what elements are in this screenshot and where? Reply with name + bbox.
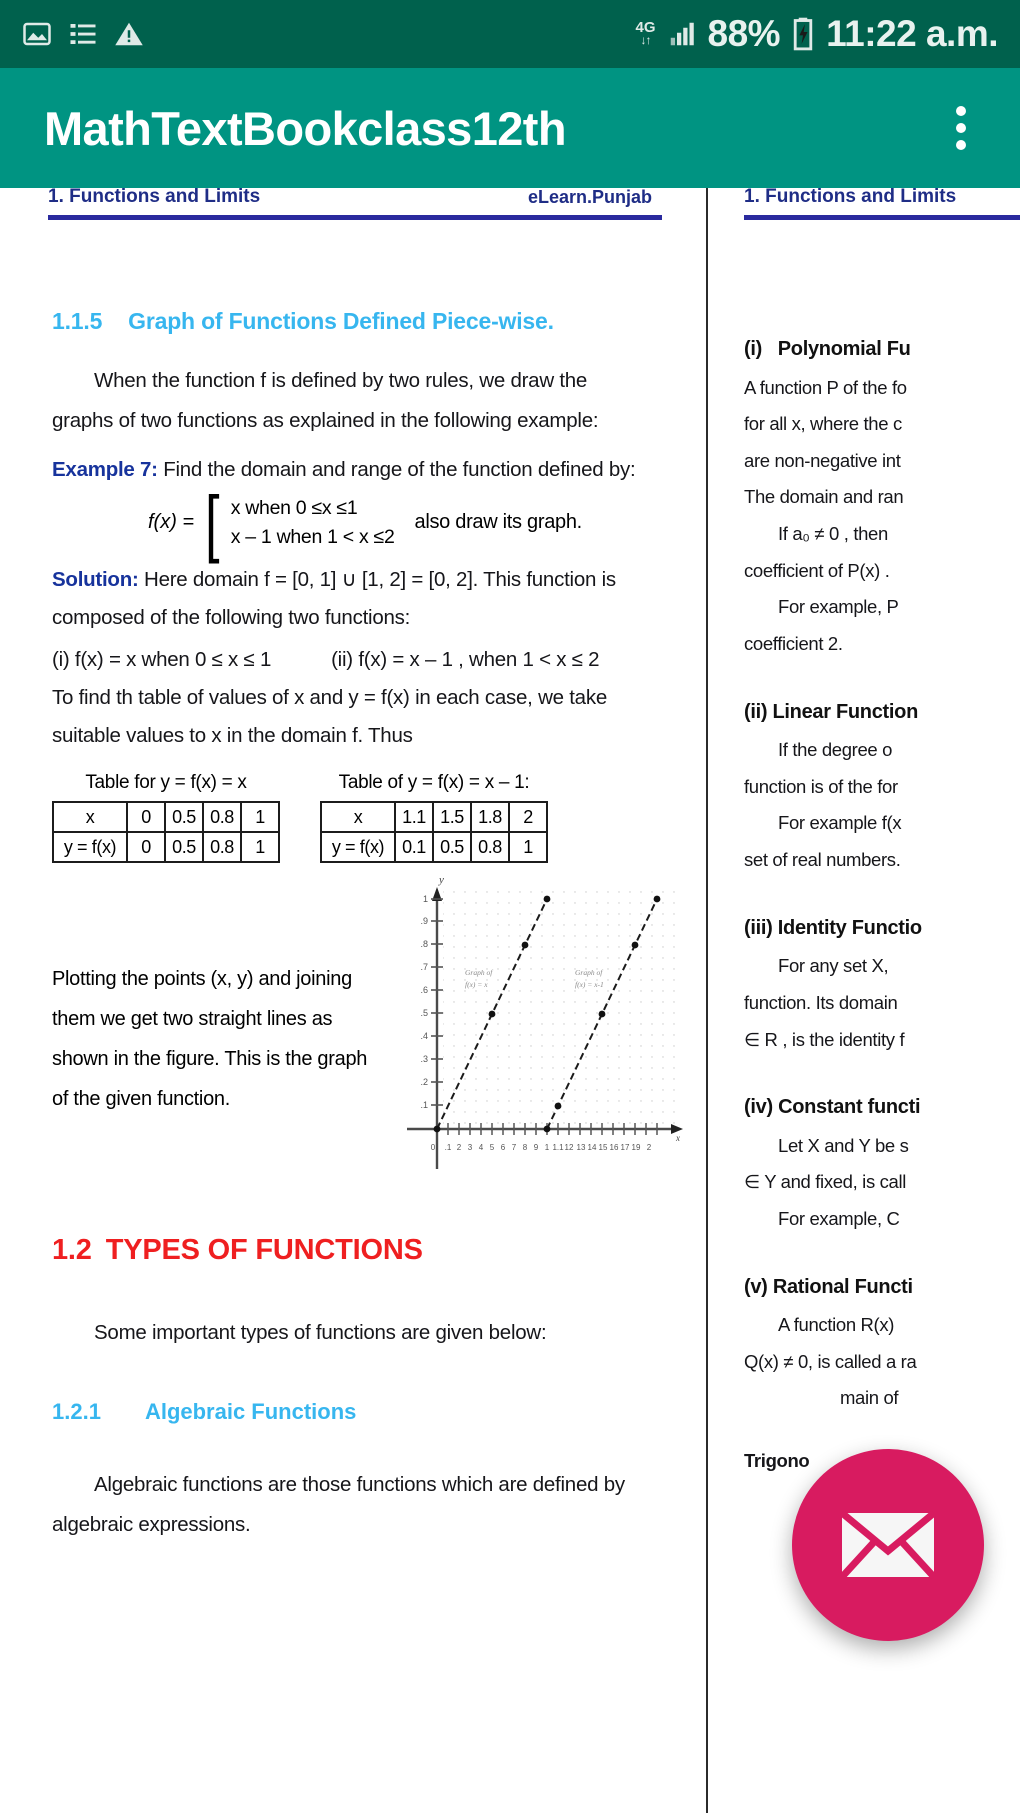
- right-page-body: [722, 234, 1020, 1480]
- svg-text:3: 3: [467, 1143, 473, 1153]
- table-1-x-1: 0.5: [165, 802, 203, 832]
- example-line: [52, 451, 648, 489]
- right-line: For example, C: [778, 1208, 900, 1229]
- svg-text:9: 9: [533, 1143, 539, 1153]
- svg-text:2: 2: [646, 1143, 652, 1153]
- types-of-functions-heading: [52, 1234, 648, 1267]
- svg-text:17: 17: [620, 1143, 630, 1153]
- right-section-iii: [744, 909, 1020, 1058]
- right-line: coefficient 2.: [744, 632, 843, 654]
- graph-svg: [387, 869, 687, 1209]
- svg-text:.1: .1: [420, 1100, 428, 1111]
- svg-text:f(x) = x-1: f(x) = x-1: [575, 980, 604, 990]
- table-1-y-2: 0.8: [203, 832, 241, 862]
- right-line: If the degree o: [778, 739, 893, 761]
- table-1-y-label: y = f(x): [53, 832, 127, 862]
- types-intro-paragraph: Some important types of functions are given below:: [94, 1321, 547, 1345]
- right-section-i-heading: [744, 330, 1020, 370]
- section-heading-115: [52, 308, 648, 335]
- table-2-wrapper: [320, 772, 548, 863]
- running-head-brand: eLearn.Punjab: [527, 188, 652, 207]
- right-section-iv-heading: [744, 1088, 1020, 1128]
- signal-strength-icon: [666, 19, 698, 49]
- table-1-y-3: 1: [241, 832, 279, 862]
- running-head-rule-right: [744, 215, 1020, 220]
- value-tables: [52, 772, 648, 863]
- right-line: If a₀ ≠ 0 , then: [778, 523, 888, 545]
- table-2-y-2: 0.8: [471, 832, 509, 862]
- case-2: x – 1 when 1 < x ≤2: [230, 525, 395, 548]
- svg-text:0: 0: [430, 1143, 436, 1153]
- svg-text:.2: .2: [420, 1077, 428, 1088]
- svg-text:y: y: [439, 874, 444, 887]
- annotation-graph-1: Graph of: [465, 968, 493, 978]
- list-icon: [68, 19, 98, 49]
- battery-charging-icon: [790, 17, 816, 51]
- right-line: Q(x) ≠ 0, is called a ra: [744, 1350, 917, 1372]
- table-row: [53, 802, 279, 832]
- svg-text:.4: .4: [420, 1031, 428, 1042]
- right-section-iv-marker: (iv): [744, 1096, 773, 1119]
- mail-fab-button[interactable]: [792, 1449, 984, 1641]
- right-section-ii-marker: (ii): [744, 700, 768, 723]
- right-line: for all x, where the c: [744, 413, 902, 435]
- svg-text:.8: .8: [420, 939, 428, 950]
- svg-text:f(x) = x: f(x) = x: [465, 980, 488, 990]
- right-section-iv: [744, 1088, 1020, 1237]
- table-1-y-0: 0: [127, 832, 165, 862]
- running-head-chapter: 1. Functions and Limits: [48, 188, 261, 207]
- table-1-x-0: 0: [127, 802, 165, 832]
- right-section-i-marker: (i): [744, 338, 762, 360]
- right-line: ∈ Y and fixed, is call: [744, 1171, 906, 1193]
- status-bar-right: [636, 13, 998, 55]
- plot-paragraph: Plotting the points (x, y) and joining them we get two straight lines as shown in the figure. This is the graph of the given function.: [52, 968, 368, 1111]
- svg-text:.3: .3: [420, 1054, 428, 1065]
- right-section-ii-heading: [744, 693, 1020, 733]
- table-1-caption: Table for y = f(x) = x: [85, 772, 247, 794]
- network-type-indicator: 4G ↓↑: [635, 19, 656, 48]
- svg-text:.1: .1: [444, 1143, 452, 1153]
- table-row: [53, 832, 279, 862]
- solution-text: Here domain f = [0, 1] ∪ [1, 2] = [0, 2]. This function is composed of the following two functions:: [52, 567, 616, 629]
- app-bar: [0, 68, 1020, 188]
- table-2-y-1: 0.5: [433, 832, 471, 862]
- svg-text:14: 14: [587, 1143, 597, 1153]
- table-1-wrapper: [52, 772, 280, 863]
- right-section-ii: [744, 693, 1020, 879]
- table-1-x-label: x: [53, 802, 127, 832]
- solution-label: Solution:: [52, 567, 139, 591]
- case-1: x when 0 ≤x ≤1: [230, 496, 358, 519]
- example-label: Example 7:: [52, 457, 158, 481]
- right-line: function is of the for: [744, 775, 898, 797]
- dot: [956, 123, 966, 133]
- svg-text:13: 13: [576, 1143, 586, 1153]
- right-section-iii-heading: [744, 909, 1020, 949]
- right-line: main of: [840, 1387, 899, 1409]
- table-1-x-2: 0.8: [203, 802, 241, 832]
- svg-text:x: x: [676, 1133, 680, 1144]
- table-row: [321, 832, 547, 862]
- battery-percent-label: 88%: [707, 13, 781, 54]
- svg-text:1: 1: [422, 894, 428, 905]
- running-head-chapter-right: 1. Functions and Limits: [744, 188, 957, 207]
- table-2-x-0: 1.1: [395, 802, 433, 832]
- right-section-iv-title: Constant functi: [778, 1096, 921, 1119]
- table-row: [321, 802, 547, 832]
- table-2-y-label: y = f(x): [321, 832, 395, 862]
- fx-label: f(x) =: [148, 511, 195, 534]
- svg-text:4: 4: [478, 1143, 484, 1153]
- dot: [956, 140, 966, 150]
- function-ii: (ii) f(x) = x – 1 , when 1 < x ≤ 2: [331, 647, 600, 671]
- right-section-iii-title: Identity Functio: [777, 916, 922, 939]
- method-paragraph: To find th table of values of x and y = f(x) in each case, we take suitable values to x in the domain f. Thus: [52, 685, 607, 747]
- right-line: ∈ R , is the identity f: [744, 1028, 905, 1050]
- svg-text:5: 5: [489, 1143, 495, 1153]
- right-line: are non-negative int: [744, 449, 901, 471]
- algebraic-functions-heading: [52, 1399, 648, 1425]
- svg-text:.5: .5: [420, 1008, 428, 1019]
- image-icon: [22, 19, 52, 49]
- annotation-graph-2: Graph of: [575, 968, 603, 978]
- solution-paragraph: [52, 561, 648, 637]
- table-2-caption: Table of y = f(x) = x – 1:: [338, 772, 530, 794]
- right-line: The domain and ran: [744, 486, 904, 508]
- app-title: MathTextBookclass12th: [44, 101, 566, 155]
- right-section-i: [744, 330, 1020, 663]
- intro-paragraph: When the function f is defined by two rules, we draw the graphs of two functions as explained in the following example:: [52, 369, 599, 432]
- svg-text:1.1: 1.1: [552, 1143, 564, 1153]
- right-section-ii-title: Linear Function: [772, 700, 919, 723]
- svg-text:12: 12: [564, 1143, 574, 1153]
- right-line: Let X and Y be s: [778, 1134, 909, 1156]
- dot: [956, 106, 966, 116]
- svg-text:1: 1: [544, 1143, 550, 1153]
- trigonometric-heading: Trigono: [744, 1450, 810, 1472]
- svg-text:.9: .9: [420, 916, 428, 927]
- svg-text:15: 15: [598, 1143, 608, 1153]
- svg-text:6: 6: [500, 1143, 506, 1153]
- right-section-i-title: Polynomial Fu: [777, 338, 911, 360]
- table-2: [320, 801, 548, 863]
- svg-text:7: 7: [511, 1143, 517, 1153]
- table-2-x-2: 1.8: [471, 802, 509, 832]
- right-section-iii-marker: (iii): [744, 916, 773, 939]
- right-line: For example, P: [778, 596, 899, 618]
- piecewise-graph: [387, 869, 687, 1209]
- section-title: Graph of Functions Defined Piece-wise.: [128, 308, 554, 334]
- right-section-v-marker: (v): [744, 1275, 768, 1298]
- right-line: function. Its domain: [744, 991, 898, 1013]
- table-2-x-label: x: [321, 802, 395, 832]
- also-draw-text: also draw its graph.: [414, 511, 582, 534]
- page-divider: [706, 188, 708, 1813]
- piecewise-equation: [148, 480, 648, 564]
- table-2-y-0: 0.1: [395, 832, 433, 862]
- table-2-x-1: 1.5: [433, 802, 471, 832]
- table-2-y-3: 1: [509, 832, 547, 862]
- table-1: [52, 801, 280, 863]
- svg-text:.7: .7: [420, 962, 428, 973]
- running-head-rule: [48, 215, 662, 220]
- right-line: set of real numbers.: [744, 849, 901, 871]
- svg-text:2: 2: [456, 1143, 462, 1153]
- right-line: A function P of the fo: [744, 376, 907, 398]
- overflow-menu-icon[interactable]: [946, 96, 976, 160]
- svg-text:.6: .6: [420, 985, 428, 996]
- algebraic-heading-title: Algebraic Functions: [144, 1399, 357, 1425]
- status-bar: [0, 0, 1020, 68]
- right-line: For example f(x: [778, 812, 902, 834]
- table-2-x-3: 2: [509, 802, 547, 832]
- right-line: coefficient of P(x) .: [744, 559, 890, 581]
- warning-icon: [114, 19, 144, 49]
- status-bar-left-icons: [22, 19, 144, 49]
- types-heading-title: TYPES OF FUNCTIONS: [105, 1234, 423, 1267]
- svg-text:19: 19: [631, 1143, 641, 1153]
- table-1-x-3: 1: [241, 802, 279, 832]
- left-brace: [: [205, 480, 220, 564]
- book-page-left[interactable]: [0, 188, 700, 1813]
- svg-text:8: 8: [522, 1143, 528, 1153]
- right-section-v: [744, 1268, 1020, 1480]
- running-head-right-page: [722, 188, 1020, 218]
- algebraic-heading-number: 1.2.1: [52, 1399, 101, 1425]
- plot-block: [52, 874, 680, 1212]
- algebraic-paragraph: Algebraic functions are those functions which are defined by algebraic expressions.: [52, 1473, 625, 1537]
- left-page-body: [0, 234, 700, 1545]
- right-section-v-title: Rational Functi: [772, 1275, 913, 1298]
- piecewise-cases: [231, 497, 395, 549]
- right-line: For any set X,: [778, 955, 889, 977]
- example-text: Find the domain and range of the function defined by:: [163, 457, 636, 481]
- table-1-y-1: 0.5: [165, 832, 203, 862]
- right-section-v-heading: [744, 1268, 1020, 1308]
- clock-label: 11:22 a.m.: [826, 13, 998, 54]
- right-line: A function R(x): [778, 1314, 895, 1336]
- running-head-left: [0, 188, 700, 218]
- svg-text:16: 16: [609, 1143, 619, 1153]
- section-number: 1.1.5: [52, 308, 103, 334]
- composed-functions-line: [52, 641, 648, 679]
- types-heading-number: 1.2: [52, 1234, 92, 1267]
- envelope-icon: [840, 1511, 936, 1579]
- function-i: (i) f(x) = x when 0 ≤ x ≤ 1: [52, 647, 272, 671]
